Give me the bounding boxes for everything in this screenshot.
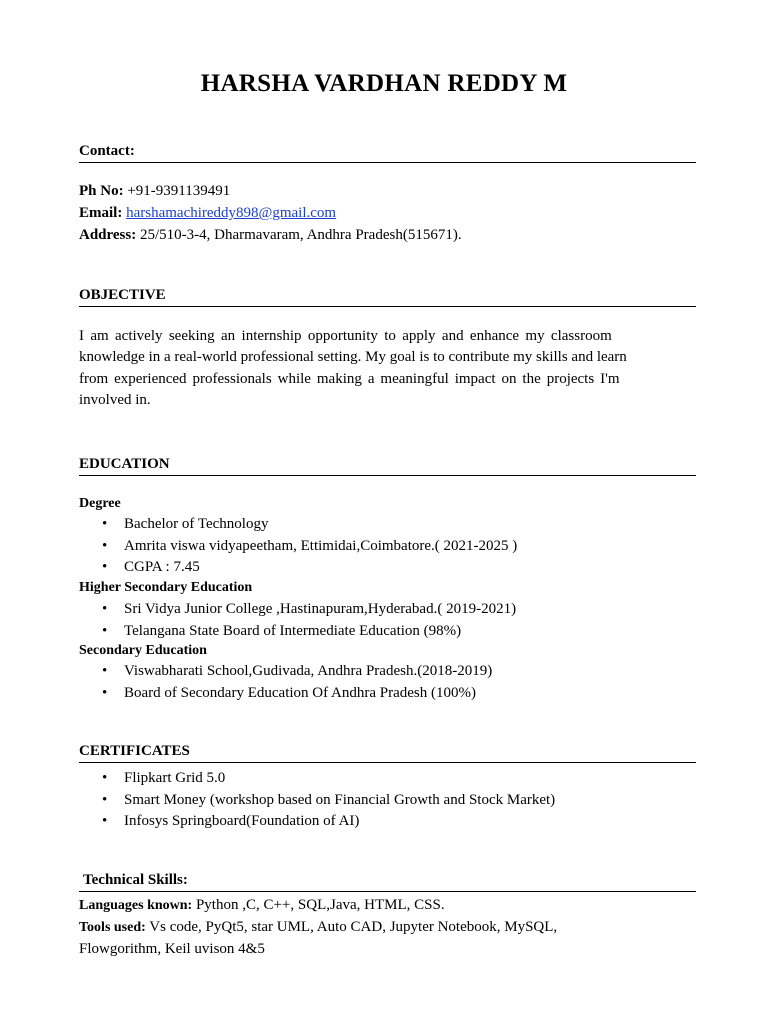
skills-heading: Technical Skills: — [79, 871, 696, 892]
address-value: 25/510-3-4, Dharmavaram, Andhra Pradesh(515671). — [139, 227, 462, 243]
tools-value: Vs code, PyQt5, star UML, Auto CAD, Jupyter Notebook, MySQL, — [149, 919, 558, 935]
list-item: • Amrita viswa vidyapeetham, Ettimidai,Coimbatore.( 2021-2025 ) — [102, 538, 518, 554]
list-item: • Viswabharati School,Gudivada, Andhra Pradesh.(2018-2019) — [102, 663, 493, 679]
higher-secondary-subheading: Higher Secondary Education — [79, 580, 253, 595]
tools-line — [79, 916, 696, 939]
contact-heading: Contact: — [79, 142, 696, 163]
phone-label: Ph No: — [79, 183, 124, 199]
languages-line — [79, 894, 696, 917]
objective-line: from experienced professionals while making a meaningful impact on the projects I'm — [79, 371, 620, 387]
list-item: • Flipkart Grid 5.0 — [102, 770, 226, 786]
list-item: • Bachelor of Technology — [102, 516, 269, 532]
objective-line: I am actively seeking an internship opportunity to apply and enhance my classroom — [79, 328, 612, 344]
secondary-subheading: Secondary Education — [79, 643, 207, 658]
languages-value: Python ,C, C++, SQL,Java, HTML, CSS. — [195, 897, 445, 913]
list-item: • Board of Secondary Education Of Andhra Pradesh (100%) — [102, 685, 476, 701]
email-line — [79, 202, 696, 224]
phone-value: +91-9391139491 — [127, 183, 231, 199]
certificates-heading: CERTIFICATES — [79, 742, 696, 763]
email-link[interactable]: harshamachireddy898@gmail.com — [126, 205, 337, 221]
objective-line: involved in. — [79, 392, 151, 408]
phone-line — [79, 180, 696, 202]
languages-label: Languages known: — [79, 898, 193, 913]
objective-line: knowledge in a real-world professional setting. My goal is to contribute my skills and learn — [79, 349, 627, 365]
list-item: • Infosys Springboard(Foundation of AI) — [102, 813, 360, 829]
education-heading: EDUCATION — [79, 455, 696, 476]
list-item: • Sri Vidya Junior College ,Hastinapuram,Hyderabad.( 2019-2021) — [102, 601, 517, 617]
email-label: Email: — [79, 205, 123, 221]
address-line — [79, 224, 696, 246]
list-item: • Telangana State Board of Intermediate Education (98%) — [102, 623, 462, 639]
objective-heading: OBJECTIVE — [79, 286, 696, 307]
tools-line-continued: Flowgorithm, Keil uvison 4&5 — [79, 941, 265, 957]
tools-label: Tools used: — [79, 920, 146, 935]
candidate-name: HARSHA VARDHAN REDDY M — [200, 70, 568, 97]
degree-subheading: Degree — [79, 496, 121, 511]
list-item: • Smart Money (workshop based on Financial Growth and Stock Market) — [102, 792, 556, 808]
address-label: Address: — [79, 227, 137, 243]
list-item: • CGPA : 7.45 — [102, 559, 200, 575]
